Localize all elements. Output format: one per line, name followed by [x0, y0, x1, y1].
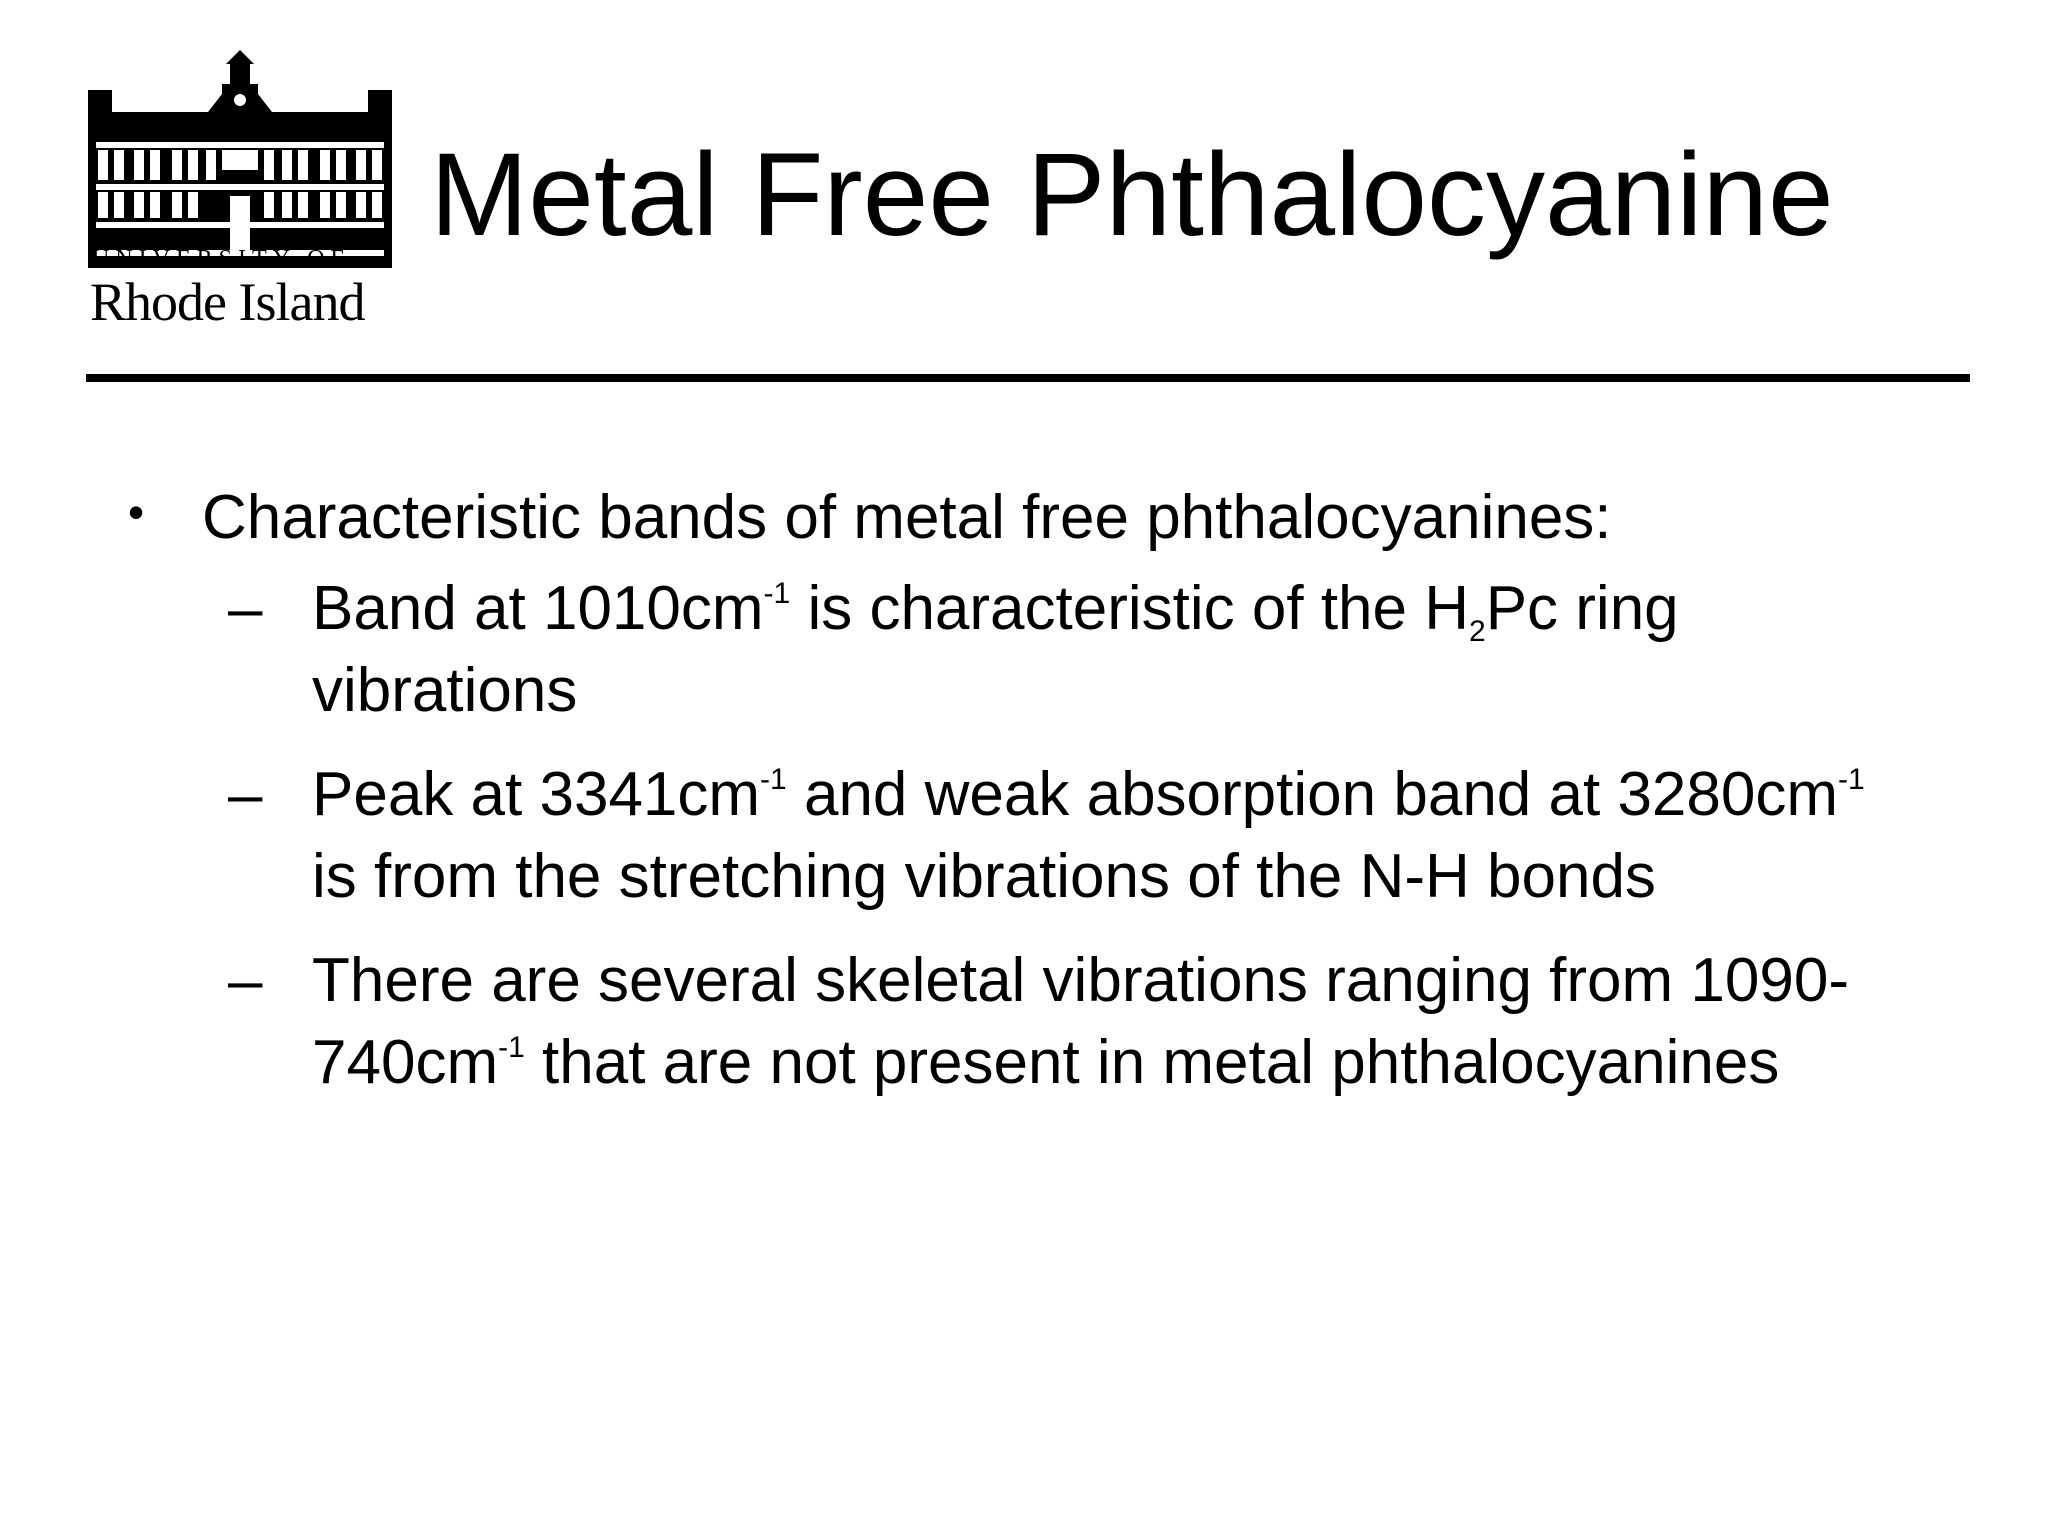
logo-rhode-island: Rhode Island	[90, 272, 365, 332]
logo-university-of: UNIVERSITY OF	[92, 246, 350, 272]
sub-bullet-marker: –	[228, 946, 263, 1015]
sub-bullet-marker: –	[228, 760, 263, 829]
sub-bullet-3	[228, 940, 1940, 1104]
slide-content	[120, 478, 1940, 1104]
sub-bullet-1	[228, 568, 1940, 732]
title-divider	[86, 374, 1970, 382]
sub-bullet-2	[228, 754, 1940, 918]
sub-bullet-text: Band at $1010cm^{-1}$ is characteristic of the $H_2Pc$ ring vibrations	[312, 574, 1679, 725]
slide-title: Metal Free Phthalocyanine	[430, 129, 1834, 261]
sub-bullet-text: Peak at $3341cm^{-1}$ and weak absorption band at $3280cm^{-1}$ is from the stretching vibrations of the N-H bonds	[312, 760, 1865, 911]
bullet-marker: •	[128, 486, 145, 538]
bullet-item	[120, 478, 1940, 558]
sub-bullet-text: There are several skeletal vibrations ranging from $1090-740cm^{-1}$ that are not present in metal phthalocyanines	[312, 946, 1849, 1097]
sub-bullet-marker: –	[228, 574, 263, 643]
bullet-text: Characteristic bands of metal free phthalocyanines:	[202, 483, 1612, 552]
